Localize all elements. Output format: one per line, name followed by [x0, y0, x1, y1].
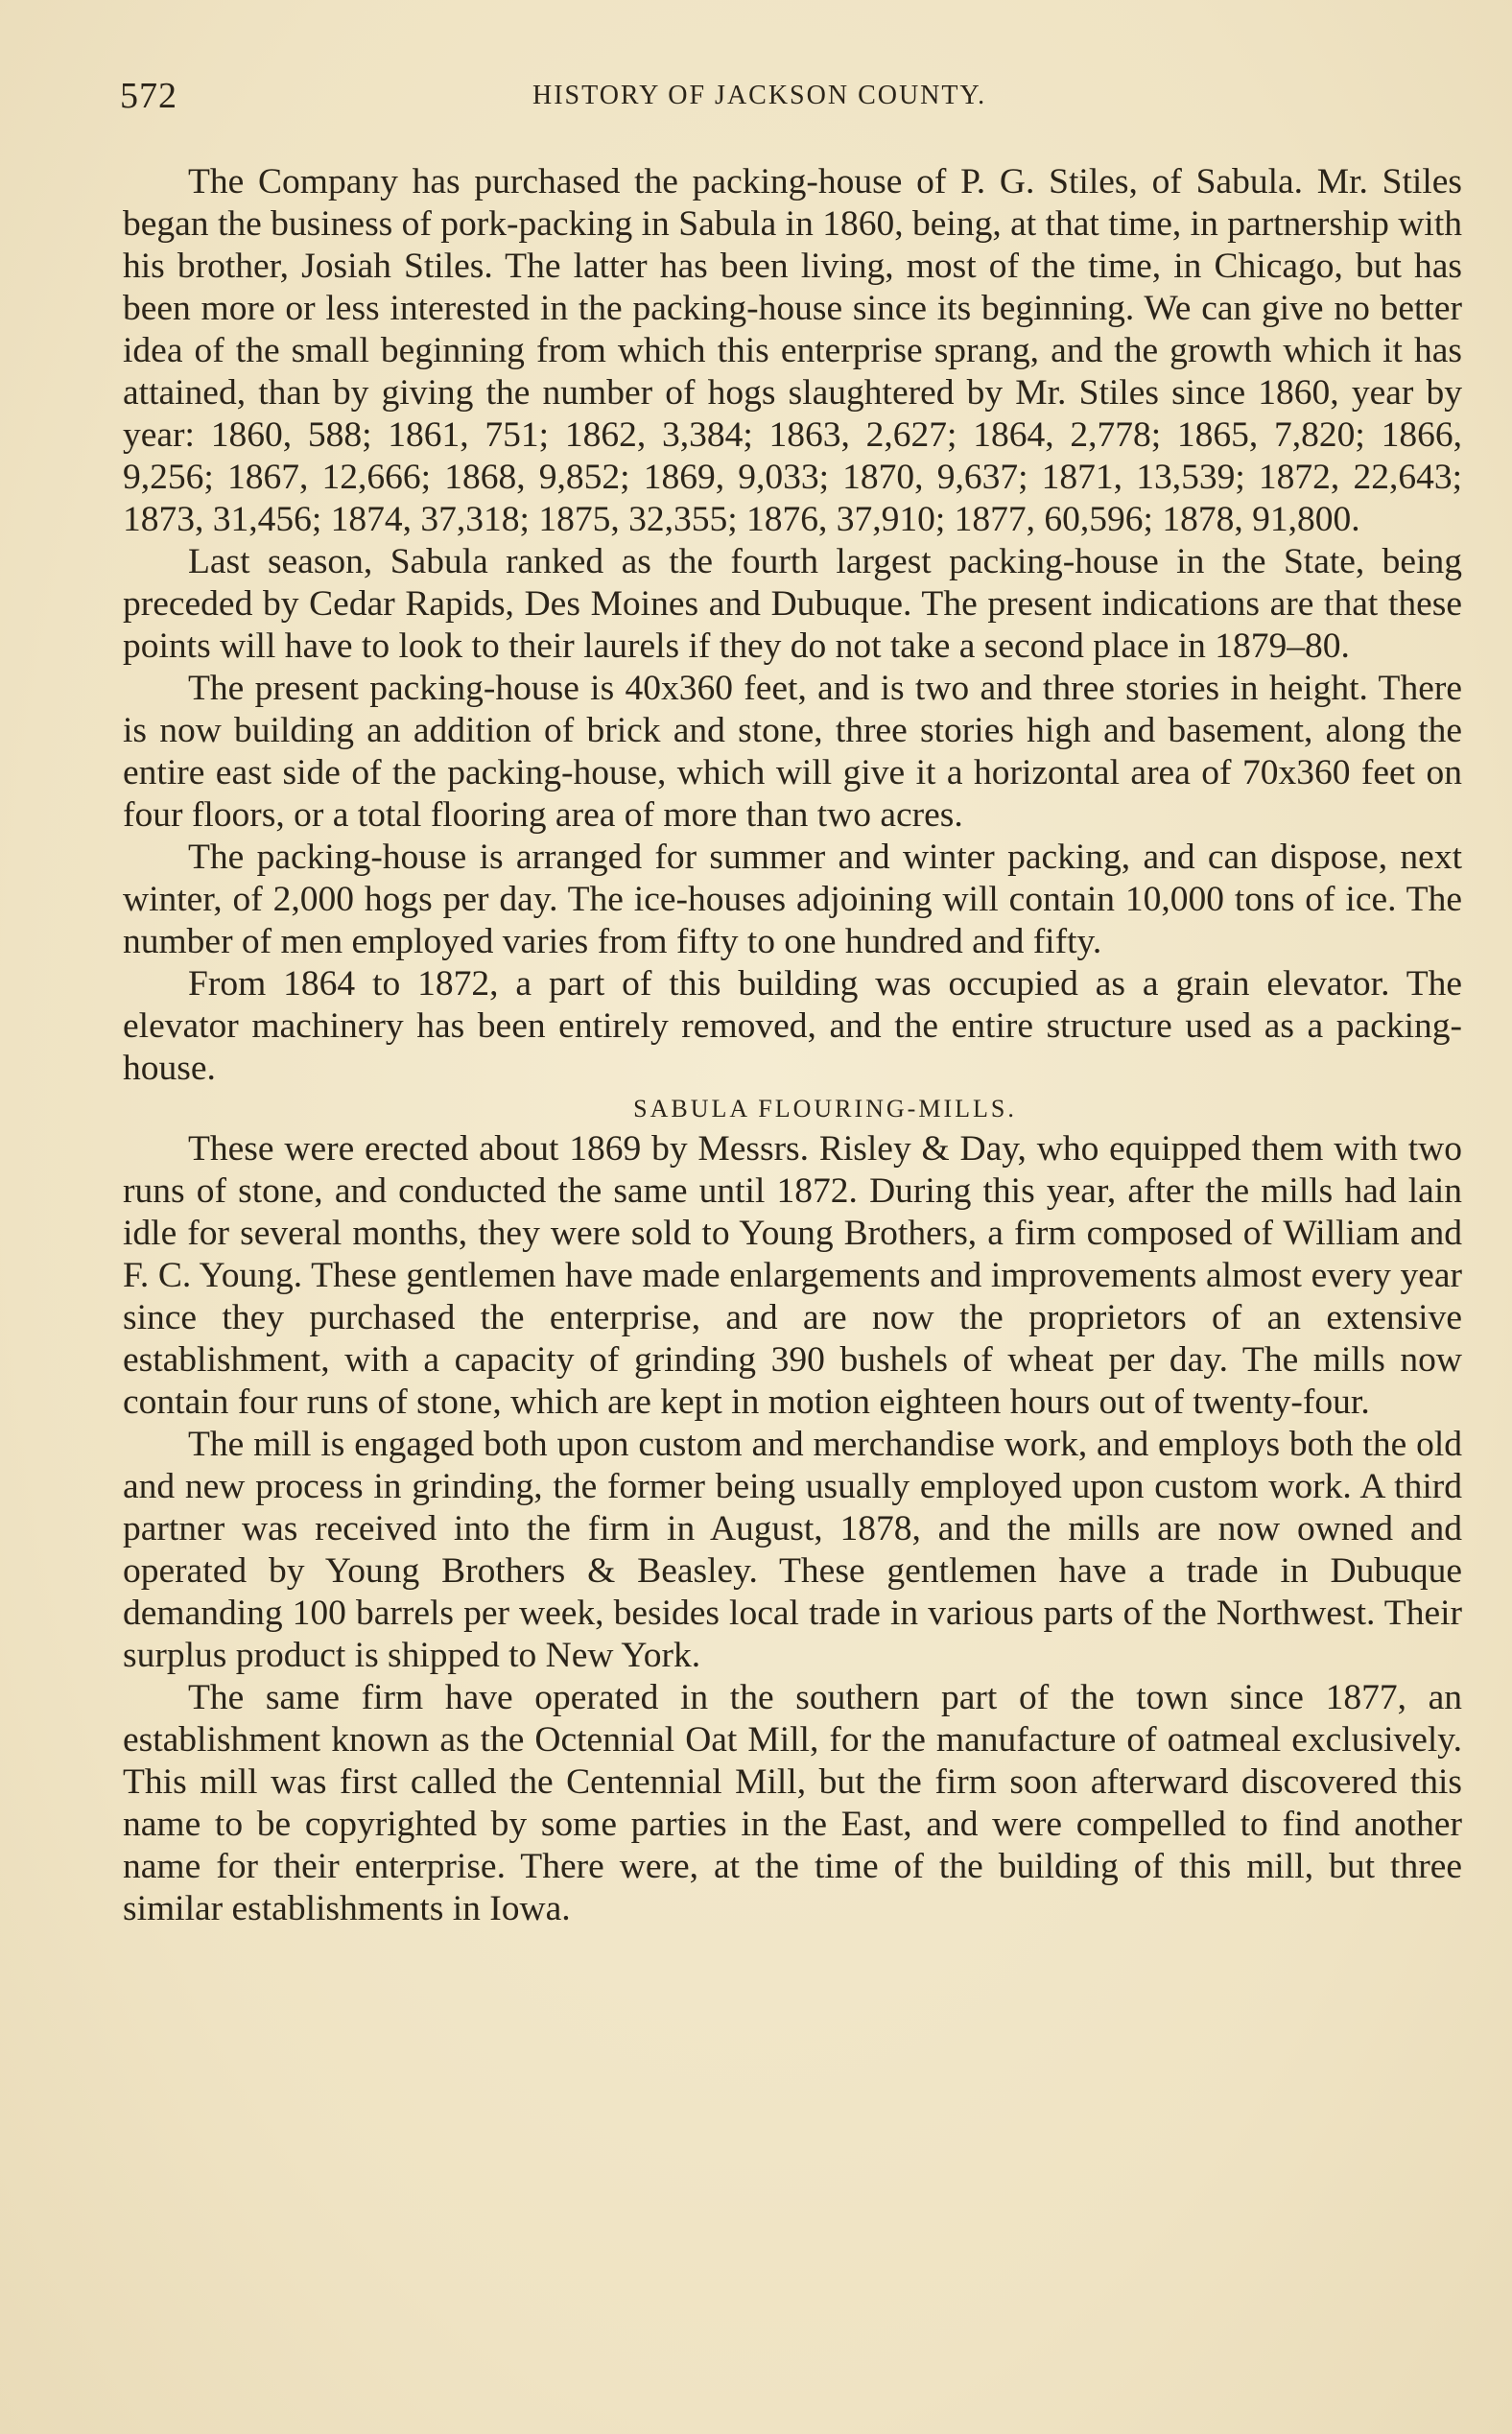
- page-number: 572: [120, 76, 177, 116]
- paragraph: The Company has purchased the packing-house of P. G. Stiles, of Sabula. Mr. Stiles began the business of pork-packing in Sabula in 1860, being, at that time, in partnership with his brother, Josiah Stiles. The latter has been living, most of the time, in Chicago, but has been more or less interested in the packing-house since its beginning. We can give no better idea of the small beginning from which this enterprise sprang, and the growth which it has attained, than by giving the number of hogs slaughtered by Mr. Stiles since 1860, year by year: 1860, 588; 1861, 751; 1862, 3,384; 1863, 2,627; 1864, 2,778; 1865, 7,820; 1866, 9,256; 1867, 12,666; 1868, 9,852; 1869, 9,033; 1870, 9,637; 1871, 13,539; 1872, 22,643; 1873, 31,456; 1874, 37,318; 1875, 32,355; 1876, 37,910; 1877, 60,596; 1878, 91,800.: [123, 162, 1462, 539]
- paragraph: Last season, Sabula ranked as the fourth largest packing-house in the State, being preceded by Cedar Rapids, Des Moines and Dubuque. The present indications are that these points will have to look to their laurels if they do not take a second place in 1879–80.: [123, 542, 1462, 666]
- section-heading: SABULA FLOURING-MILLS.: [633, 1095, 1017, 1122]
- paragraph: The same firm have operated in the southern part of the town since 1877, an establishment known as the Octennial Oat Mill, for the manufacture of oatmeal exclusively. This mill was first called the Centennial Mill, but the firm soon afterward discovered this name to be copyrighted by some parties in the East, and were compelled to find another name for their enterprise. There were, at the time of the building of this mill, but three similar establishments in Iowa.: [123, 1678, 1462, 1928]
- paragraph: These were erected about 1869 by Messrs. Risley & Day, who equipped them with two runs of stone, and conducted the same until 1872. During this year, after the mills had lain idle for several months, they were sold to Young Brothers, a firm composed of William and F. C. Young. These gentlemen have made enlargements and improvements almost every year since they purchased the enterprise, and are now the proprietors of an extensive establishment, with a capacity of grinding 390 bushels of wheat per day. The mills now contain four runs of stone, which are kept in motion eighteen hours out of twenty-four.: [123, 1129, 1462, 1422]
- paragraph: From 1864 to 1872, a part of this building was occupied as a grain elevator. The elevator machinery has been entirely removed, and the entire structure used as a packing-house.: [123, 964, 1462, 1088]
- paragraph: The packing-house is arranged for summer and winter packing, and can dispose, next winter, of 2,000 hogs per day. The ice-houses adjoining will contain 10,000 tons of ice. The number of men employed varies from fifty to one hundred and fifty.: [123, 838, 1462, 961]
- running-head: HISTORY OF JACKSON COUNTY.: [532, 81, 987, 110]
- paragraph: The present packing-house is 40x360 feet, and is two and three stories in height. There is now building an addition of brick and stone, three stories high and basement, along the entire east side of the packing-house, which will give it a horizontal area of 70x360 feet on four floors, or a total flooring area of more than two acres.: [123, 669, 1462, 835]
- page-header: [120, 75, 1463, 123]
- paragraph: The mill is engaged both upon custom and merchandise work, and employs both the old and new process in grinding, the former being usually employed upon custom work. A third partner was received into the firm in August, 1878, and the mills are now owned and operated by Young Brothers & Beasley. These gentlemen have a trade in Dubuque demanding 100 barrels per week, besides local trade in various parts of the Northwest. Their surplus product is shipped to New York.: [123, 1425, 1462, 1675]
- body-text: [123, 161, 1462, 1930]
